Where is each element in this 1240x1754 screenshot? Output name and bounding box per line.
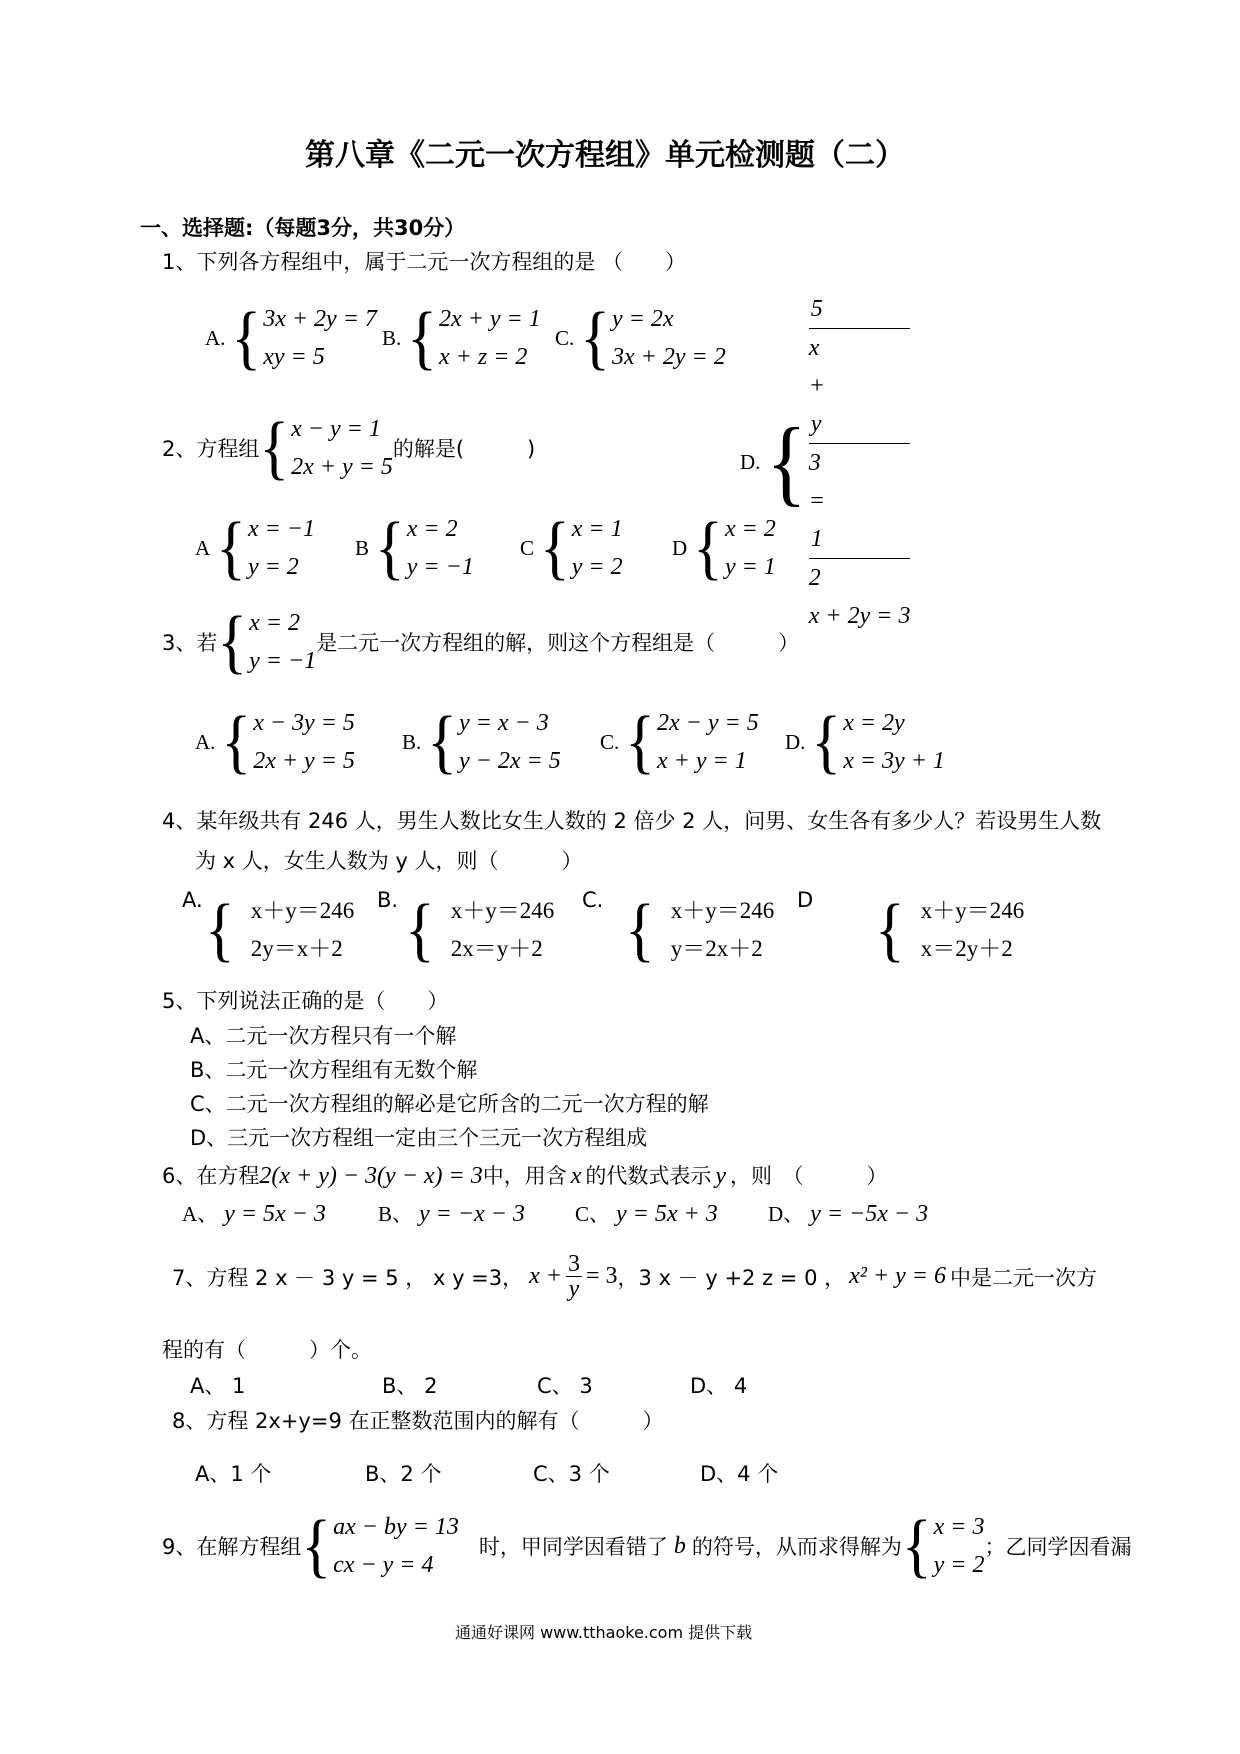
- equation-line: 2x + y = 5: [291, 454, 393, 480]
- option-label: B.: [382, 325, 402, 350]
- brace: {: [221, 702, 252, 782]
- equation-line: x = 2: [406, 516, 458, 542]
- q6-option-b[interactable]: [378, 1198, 525, 1228]
- q5-option-d[interactable]: D、三元一次方程组一定由三个三元一次方程组成: [190, 1126, 648, 1150]
- stem-text: 中，用含: [482, 1164, 567, 1188]
- q6-option-c[interactable]: [575, 1198, 718, 1228]
- option-label: A、: [182, 1202, 219, 1226]
- q6-option-a[interactable]: [182, 1198, 326, 1228]
- option-label: C: [520, 535, 535, 560]
- q2-option-b[interactable]: [355, 510, 474, 586]
- equation-line: 2x + y = 5: [253, 748, 355, 774]
- q8-option-c[interactable]: C、3 个: [533, 1462, 610, 1486]
- equation-line: y = 2: [933, 1552, 985, 1578]
- brace: {: [259, 408, 290, 488]
- equation-line: x − 3y = 5: [253, 710, 355, 736]
- brace: {: [217, 602, 248, 682]
- brace: {: [875, 890, 905, 970]
- brace: {: [216, 508, 246, 588]
- brace: {: [375, 508, 405, 588]
- stem-text: 时，甲同学因看错了: [478, 1535, 668, 1559]
- brace: {: [540, 508, 570, 588]
- option-label: B、: [378, 1202, 414, 1226]
- brace: {: [625, 702, 656, 782]
- stem-text: 的代数式表示: [585, 1164, 712, 1188]
- option-label: B: [355, 535, 370, 560]
- equation-line: x − y = 1: [291, 416, 381, 442]
- q8-option-a[interactable]: A、1 个: [195, 1462, 272, 1486]
- equation-line: x = 1: [571, 516, 623, 542]
- question-3-stem: [162, 604, 799, 680]
- fraction: [809, 405, 911, 482]
- expression: y = −5x − 3: [810, 1201, 929, 1227]
- stem-text: 的符号，从而求得解为: [691, 1535, 902, 1559]
- q3-option-d[interactable]: [785, 704, 945, 780]
- brace: {: [427, 702, 458, 782]
- equation-line: x＋y＝246: [250, 898, 355, 923]
- variable: b: [673, 1532, 686, 1559]
- expression: x +: [529, 1263, 562, 1289]
- q4-option-d[interactable]: [875, 892, 1024, 968]
- question-8-stem: 8、方程 2x+y=9 在正整数范围内的解有（ ）: [172, 1409, 664, 1433]
- equation-line: cx − y = 4: [333, 1552, 434, 1578]
- denominator: y: [568, 1276, 580, 1302]
- brace: {: [205, 890, 235, 970]
- equation-line: ax − by = 13: [333, 1514, 459, 1540]
- denominator: 3: [808, 450, 821, 476]
- q2-option-c[interactable]: [520, 510, 623, 586]
- equation-line: x＋y＝246: [450, 898, 555, 923]
- fraction: [566, 1252, 582, 1301]
- q1-option-a[interactable]: [205, 300, 377, 376]
- brace: {: [811, 702, 842, 782]
- equation-line: xy = 5: [263, 344, 325, 370]
- operator: =: [808, 488, 825, 514]
- denominator: x: [808, 335, 820, 361]
- numerator: 5: [809, 290, 911, 329]
- option-label: D、: [768, 1202, 805, 1226]
- numerator: 1: [809, 520, 911, 559]
- option-label: C.: [582, 888, 604, 912]
- q3-option-b[interactable]: [402, 704, 561, 780]
- option-label: D: [797, 888, 814, 912]
- fraction: [809, 290, 911, 367]
- fraction-equation: [809, 290, 911, 597]
- stem-text: 3、若: [162, 631, 218, 655]
- stem-text: 9、在解方程组: [162, 1535, 302, 1559]
- question-4-stem-line1: 4、某年级共有 246 人，男生人数比女生人数的 2 倍少 2 人，问男、女生各有多少人？若设男生人数: [162, 809, 1102, 833]
- denominator: 2: [808, 565, 821, 591]
- option-label: C、: [575, 1202, 611, 1226]
- brace: {: [231, 298, 262, 378]
- option-label: A: [195, 535, 211, 560]
- fraction: [809, 520, 911, 597]
- question-1-stem: 1、下列各方程组中，属于二元一次方程组的是 （ ）: [162, 250, 687, 274]
- stem-text: 中是二元一次方: [950, 1265, 1097, 1290]
- stem-text: 是二元一次方程组的解，则这个方程组是（ ）: [316, 631, 800, 655]
- question-6-stem: [162, 1160, 888, 1190]
- equation-line: x = −1: [247, 516, 315, 542]
- q5-option-b[interactable]: B、二元一次方程组有无数个解: [190, 1058, 478, 1082]
- equation-line: x = 3y + 1: [843, 748, 945, 774]
- question-7-stem: [172, 1252, 1097, 1301]
- equation-line: y = x − 3: [459, 710, 549, 736]
- operator: +: [808, 373, 825, 399]
- option-label: A.: [205, 325, 226, 350]
- expression: y = 5x + 3: [616, 1201, 718, 1227]
- numerator: y: [809, 405, 911, 444]
- option-label: D.: [740, 450, 761, 474]
- question-5-stem: 5、下列说法正确的是（ ）: [162, 989, 449, 1013]
- question-4-stem-line2: 为 x 人，女生人数为 y 人，则（ ）: [195, 849, 583, 873]
- equation-line: y = −1: [249, 648, 317, 674]
- stem-text: 2、方程组: [162, 437, 260, 461]
- equation-line: x＋y＝246: [670, 898, 775, 923]
- stem-text: 6、在方程: [162, 1164, 260, 1188]
- equation-line: y = 2: [247, 554, 299, 580]
- variable: x: [570, 1163, 582, 1189]
- expression: y = −x − 3: [419, 1201, 525, 1227]
- stem-text: 7、方程 2 x － 3 y = 5 ， x y =3，: [172, 1265, 524, 1290]
- question-7-stem-line2: 程的有（ ）个。: [162, 1338, 372, 1362]
- option-label: A.: [195, 729, 216, 754]
- brace: {: [901, 1506, 932, 1586]
- option-label: D: [672, 535, 688, 560]
- option-label: B.: [402, 729, 422, 754]
- equation-line: 2x＝y＋2: [450, 936, 543, 961]
- q1-option-c[interactable]: [555, 300, 726, 376]
- brace: {: [580, 298, 611, 378]
- equation-line: y = 2x: [612, 306, 674, 332]
- option-label: A.: [182, 888, 203, 912]
- expression: = 3: [586, 1263, 618, 1289]
- equation-line: y − 2x = 5: [459, 748, 561, 774]
- stem-text: 的解是( ): [392, 437, 536, 461]
- q5-option-c[interactable]: C、二元一次方程组的解必是它所含的二元一次方程的解: [190, 1092, 709, 1116]
- brace: {: [766, 408, 807, 516]
- q4-option-c[interactable]: [625, 892, 774, 968]
- q3-option-c[interactable]: [600, 704, 759, 780]
- question-9-stem: [162, 1508, 1131, 1584]
- option-label: B.: [377, 888, 399, 912]
- option-label: C.: [555, 325, 575, 350]
- equation: 2(x + y) − 3(y − x) = 3: [259, 1163, 483, 1189]
- equation-line: x = 2y: [843, 710, 905, 736]
- option-label: C.: [600, 729, 620, 754]
- equation-line: 2x + y = 1: [439, 306, 541, 332]
- q4-option-a[interactable]: [205, 892, 354, 968]
- q2-option-a[interactable]: [195, 510, 315, 586]
- equation-line: y = −1: [406, 554, 474, 580]
- equation-line: y＝2x＋2: [670, 936, 763, 961]
- brace: {: [405, 890, 435, 970]
- q7-option-d[interactable]: D、 4: [690, 1374, 748, 1398]
- equation-line: x = 2: [724, 516, 776, 542]
- section-heading: 一、选择题:（每题3分，共30分）: [140, 216, 466, 240]
- equation-line: x＋y＝246: [920, 898, 1025, 923]
- brace: {: [625, 890, 655, 970]
- variable: y: [715, 1163, 727, 1189]
- q7-option-c[interactable]: C、 3: [537, 1374, 593, 1398]
- equation-line: x + y = 1: [657, 748, 747, 774]
- expression: x² + y = 6: [849, 1263, 946, 1289]
- equation-line: x = 2: [249, 610, 300, 636]
- brace: {: [301, 1506, 332, 1586]
- brace: {: [693, 508, 723, 588]
- numerator: 3: [568, 1251, 580, 1277]
- q8-option-b[interactable]: B、2 个: [365, 1462, 442, 1486]
- equation-line: y = 2: [571, 554, 623, 580]
- q3-option-a[interactable]: [195, 704, 355, 780]
- q8-option-d[interactable]: D、4 个: [700, 1462, 779, 1486]
- expression: y = 5x − 3: [224, 1201, 326, 1227]
- page-title: 第八章《二元一次方程组》单元检测题（二）: [305, 138, 905, 173]
- q2-option-d[interactable]: [672, 510, 776, 586]
- equation-line: 2x − y = 5: [657, 710, 759, 736]
- equation-line: x + z = 2: [439, 344, 528, 370]
- q5-option-a[interactable]: A、二元一次方程只有一个解: [190, 1024, 457, 1048]
- q6-option-d[interactable]: [768, 1198, 928, 1228]
- equation-line: 3x + 2y = 7: [263, 306, 377, 332]
- question-2-stem: [162, 410, 535, 486]
- equation-line: x＝2y＋2: [920, 936, 1013, 961]
- equation-line: 2y＝x＋2: [250, 936, 343, 961]
- equation-line: x + 2y = 3: [808, 603, 911, 629]
- stem-text: ；乙同学因看漏: [984, 1535, 1132, 1559]
- stem-text: ，则 （ ）: [730, 1164, 888, 1188]
- footer-text: 通通好课网 www.tthaoke.com 提供下载: [455, 1623, 753, 1642]
- q7-option-b[interactable]: B、 2: [382, 1374, 438, 1398]
- brace: {: [407, 298, 438, 378]
- equation-line: x = 3: [933, 1514, 985, 1540]
- q1-option-b[interactable]: [382, 300, 541, 376]
- stem-text: ，3 x － y +2 z = 0 ，: [617, 1265, 846, 1290]
- equation-line: y = 1: [724, 554, 776, 580]
- q4-option-b[interactable]: [405, 892, 554, 968]
- equation-line: 3x + 2y = 2: [612, 344, 726, 370]
- q7-option-a[interactable]: A、 1: [190, 1374, 246, 1398]
- option-label: D.: [785, 729, 806, 754]
